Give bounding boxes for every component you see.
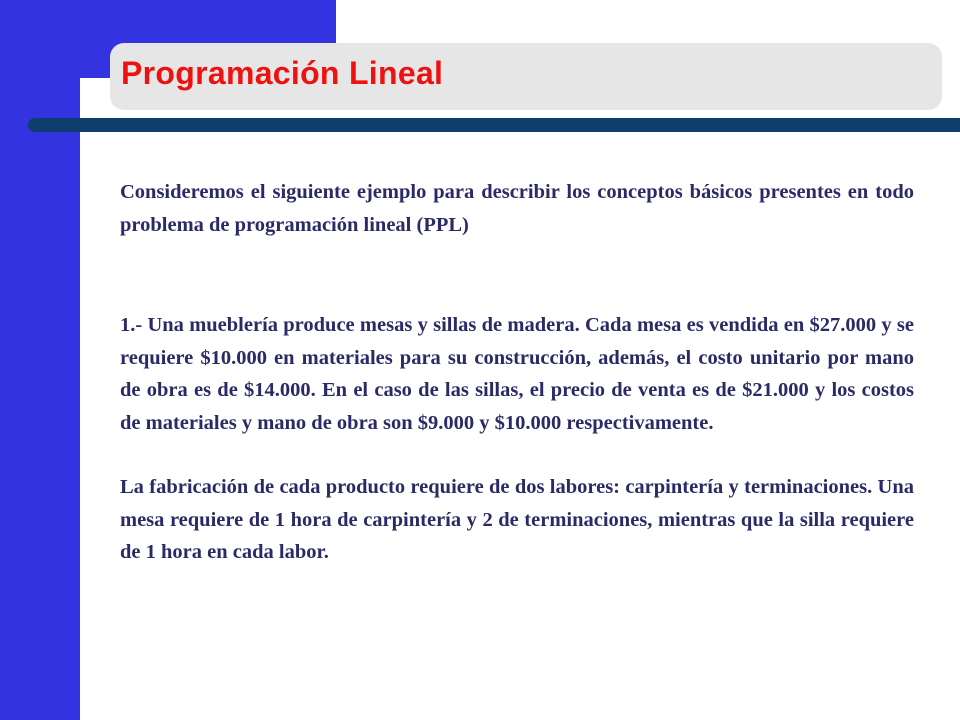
- slide-title: Programación Lineal: [121, 55, 444, 91]
- slide-body: [120, 176, 914, 569]
- labor-paragraph: La fabricación de cada producto requiere de dos labores: carpintería y terminaciones. Una mesa requiere de 1 hora de carpintería y 2 de terminaciones, mientras que la silla requiere de 1 hora en cada labor.: [120, 476, 914, 563]
- problem-paragraph: 1.- Una mueblería produce mesas y sillas de madera. Cada mesa es vendida en $27.000 y se requiere $10.000 en materiales para su construcción, además, el costo unitario por mano de obra es de $14.000. En el caso de las sillas, el precio de venta es de $21.000 y los costos de materiales y mano de obra son $9.000 y $10.000 respectivamente.: [120, 314, 914, 434]
- intro-paragraph: Consideremos el siguiente ejemplo para describir los conceptos básicos presentes en todo problema de programación lineal (PPL): [120, 181, 914, 236]
- title-underline-bar: [28, 118, 960, 132]
- left-decorative-bar: [0, 0, 80, 720]
